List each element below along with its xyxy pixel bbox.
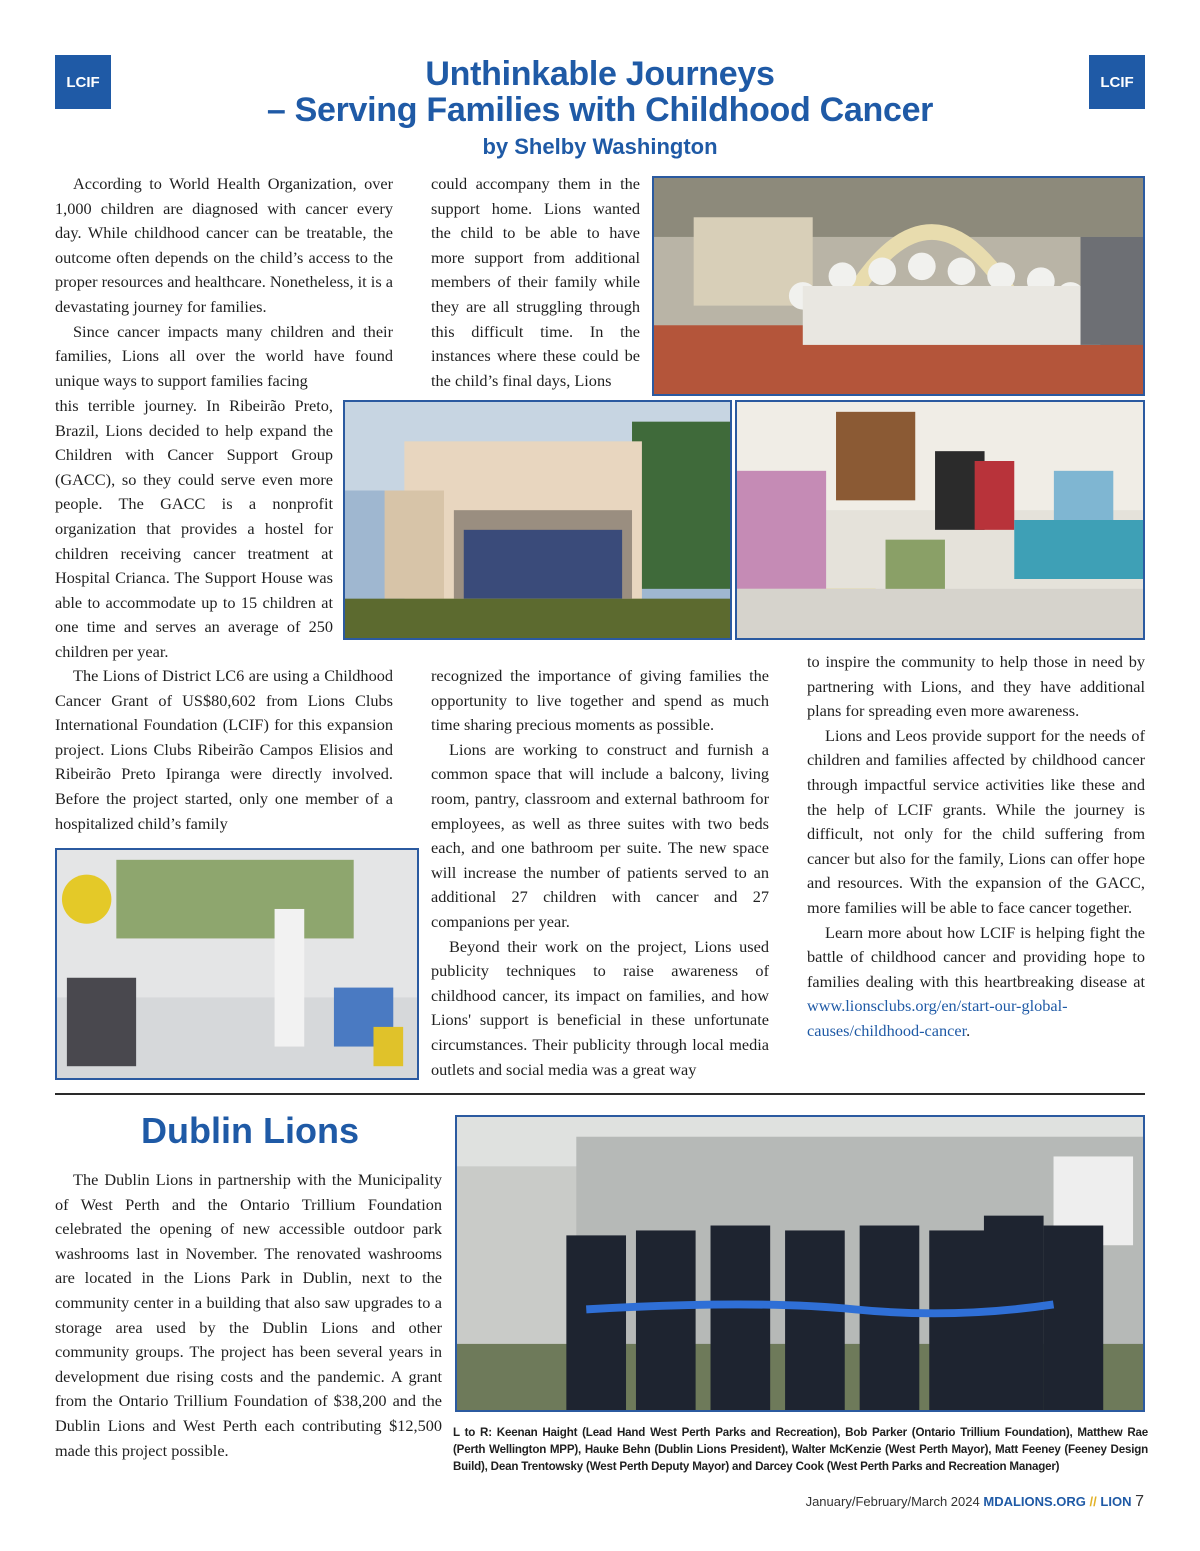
paragraph-2a: Since cancer impacts many children and their families, Lions all over the world have found unique ways to support families facing (55, 321, 393, 390)
footer-magazine: LION (1100, 1494, 1132, 1509)
photo-group-celebration (652, 176, 1145, 396)
paragraph-6: Lions and Leos provide support for the needs of children and families affected by childhood cancer through impactful service activities like these and the help of LCIF grants. While the journey is difficult, not only for the child suffering from cancer but also for the family, Lions can offer hope and resources. With the expansion of the GACC, more families will be able to face cancer together. (807, 725, 1145, 917)
article-column-1-wrap (55, 394, 333, 665)
lcif-badge-left: LCIF (55, 55, 111, 109)
paragraph-col3-cont: to inspire the community to help those in need by partnering with Lions, and they have additional plans for spreading even more awareness. (807, 652, 1145, 721)
dublin-lions-heading: Dublin Lions (141, 1110, 359, 1151)
page-footer (806, 1493, 1144, 1511)
footer-separator: // (1089, 1494, 1097, 1509)
footer-issue: January/February/March 2024 (805, 1494, 980, 1509)
article-column-1-bottom (55, 664, 393, 836)
photo-indoor-gathering (735, 400, 1145, 640)
dublin-lions-body (55, 1168, 442, 1463)
section-divider (55, 1093, 1145, 1095)
lcif-badge-right: LCIF (1089, 55, 1145, 109)
article-column-3 (807, 650, 1145, 1044)
photo-playroom (55, 848, 419, 1080)
dublin-paragraph: The Dublin Lions in partnership with the Municipality of West Perth and the Ontario Trillium Foundation celebrated the opening of new accessible outdoor park washrooms last in November. The renovated washrooms are located in the Lions Park in Dublin, next to the community center in a building that also saw upgrades to a storage area used by the Dublin Lions and other community groups. The project has been several years in development due rising costs and the pandemic. A grant from the Ontario Trillium Foundation of $38,200 and the Dublin Lions and West Perth each contributing $12,500 made this project possible. (55, 1170, 442, 1460)
photo-support-house (343, 400, 732, 640)
paragraph-col2-top: could accompany them in the support home. Lions wanted the child to be able to have more support from additional members of their family while they are all struggling through this difficult time. In the instances where these could be the child’s final days, Lions (431, 174, 640, 390)
article-column-1-top (55, 172, 393, 393)
paragraph-7-end: . (966, 1020, 971, 1040)
page-number: 7 (1135, 1493, 1144, 1510)
photo-ribbon-cutting (455, 1115, 1145, 1412)
photo-caption: L to R: Keenan Haight (Lead Hand West Perth Parks and Recreation), Bob Parker (Ontario Trillium Foundation), Matthew Rae (Perth Wellington MPP), Hauke Behn (Dublin Lions President), Walter McKenzie (West Perth Mayor), Matt Feeney (Feeney Design Build), Dean Trentowsky (West Perth Deputy Mayor) and Darcey Cook (West Perth Parks and Recreation Manager) (453, 1426, 1148, 1473)
paragraph-7 (807, 921, 1145, 1044)
article-byline: by Shelby Washington (482, 134, 718, 159)
childhood-cancer-link[interactable]: www.lionsclubs.org/en/start-our-global-causes/childhood-cancer (807, 996, 1068, 1040)
paragraph-5: Beyond their work on the project, Lions used publicity techniques to raise awareness of childhood cancer, its impact on families, and how Lions' support is beneficial in these unfortunate circumstances. Their publicity through local media outlets and social media was a great way (431, 936, 769, 1079)
paragraph-4: Lions are working to construct and furnish a common space that will include a balcony, living room, pantry, classroom and external bathroom for employees, as well as three suites with two beds each, and one bathroom per suite. The new space will increase the number of patients served to an additional 27 children with cancer and 27 companions per year. (431, 739, 769, 931)
article-title-line1: Unthinkable Journeys (425, 55, 775, 93)
paragraph-7-text: Learn more about how LCIF is helping fight the battle of childhood cancer and providing hope to families dealing with this heartbreaking disease at (807, 922, 1145, 991)
paragraph-2b: this terrible journey. In Ribeirão Preto, Brazil, Lions decided to help expand the Children with Cancer Support Group (GACC), so they could serve even more people. The GACC is a nonprofit organization that provides a hostel for children receiving cancer treatment at Hospital Crianca. The Support House was able to accommodate up to 15 children at one time and serves an average of 250 children per year. (55, 396, 333, 661)
paragraph-1: According to World Health Organization, over 1,000 children are diagnosed with cancer every day. While childhood cancer can be treatable, the outcome often depends on the child’s access to the proper resources and healthcare. Nonetheless, it is a devastating journey for families. (55, 174, 393, 316)
paragraph-3: The Lions of District LC6 are using a Childhood Cancer Grant of US$80,602 from Lions Clubs International Foundation (LCIF) for this expansion project. Lions Clubs Ribeirão Campos Elisios and Ribeirão Preto Ipiranga were directly involved. Before the project started, only one member of a hospitalized child’s family (55, 666, 393, 833)
footer-site: MDALIONS.ORG (983, 1494, 1086, 1509)
article-column-2-bottom (431, 664, 769, 1082)
article-title-line2: – Serving Families with Childhood Cancer (266, 91, 934, 129)
article-column-2-top (431, 172, 640, 393)
paragraph-col2-cont: recognized the importance of giving families the opportunity to live together and spend as much time sharing precious moments as possible. (431, 666, 769, 735)
